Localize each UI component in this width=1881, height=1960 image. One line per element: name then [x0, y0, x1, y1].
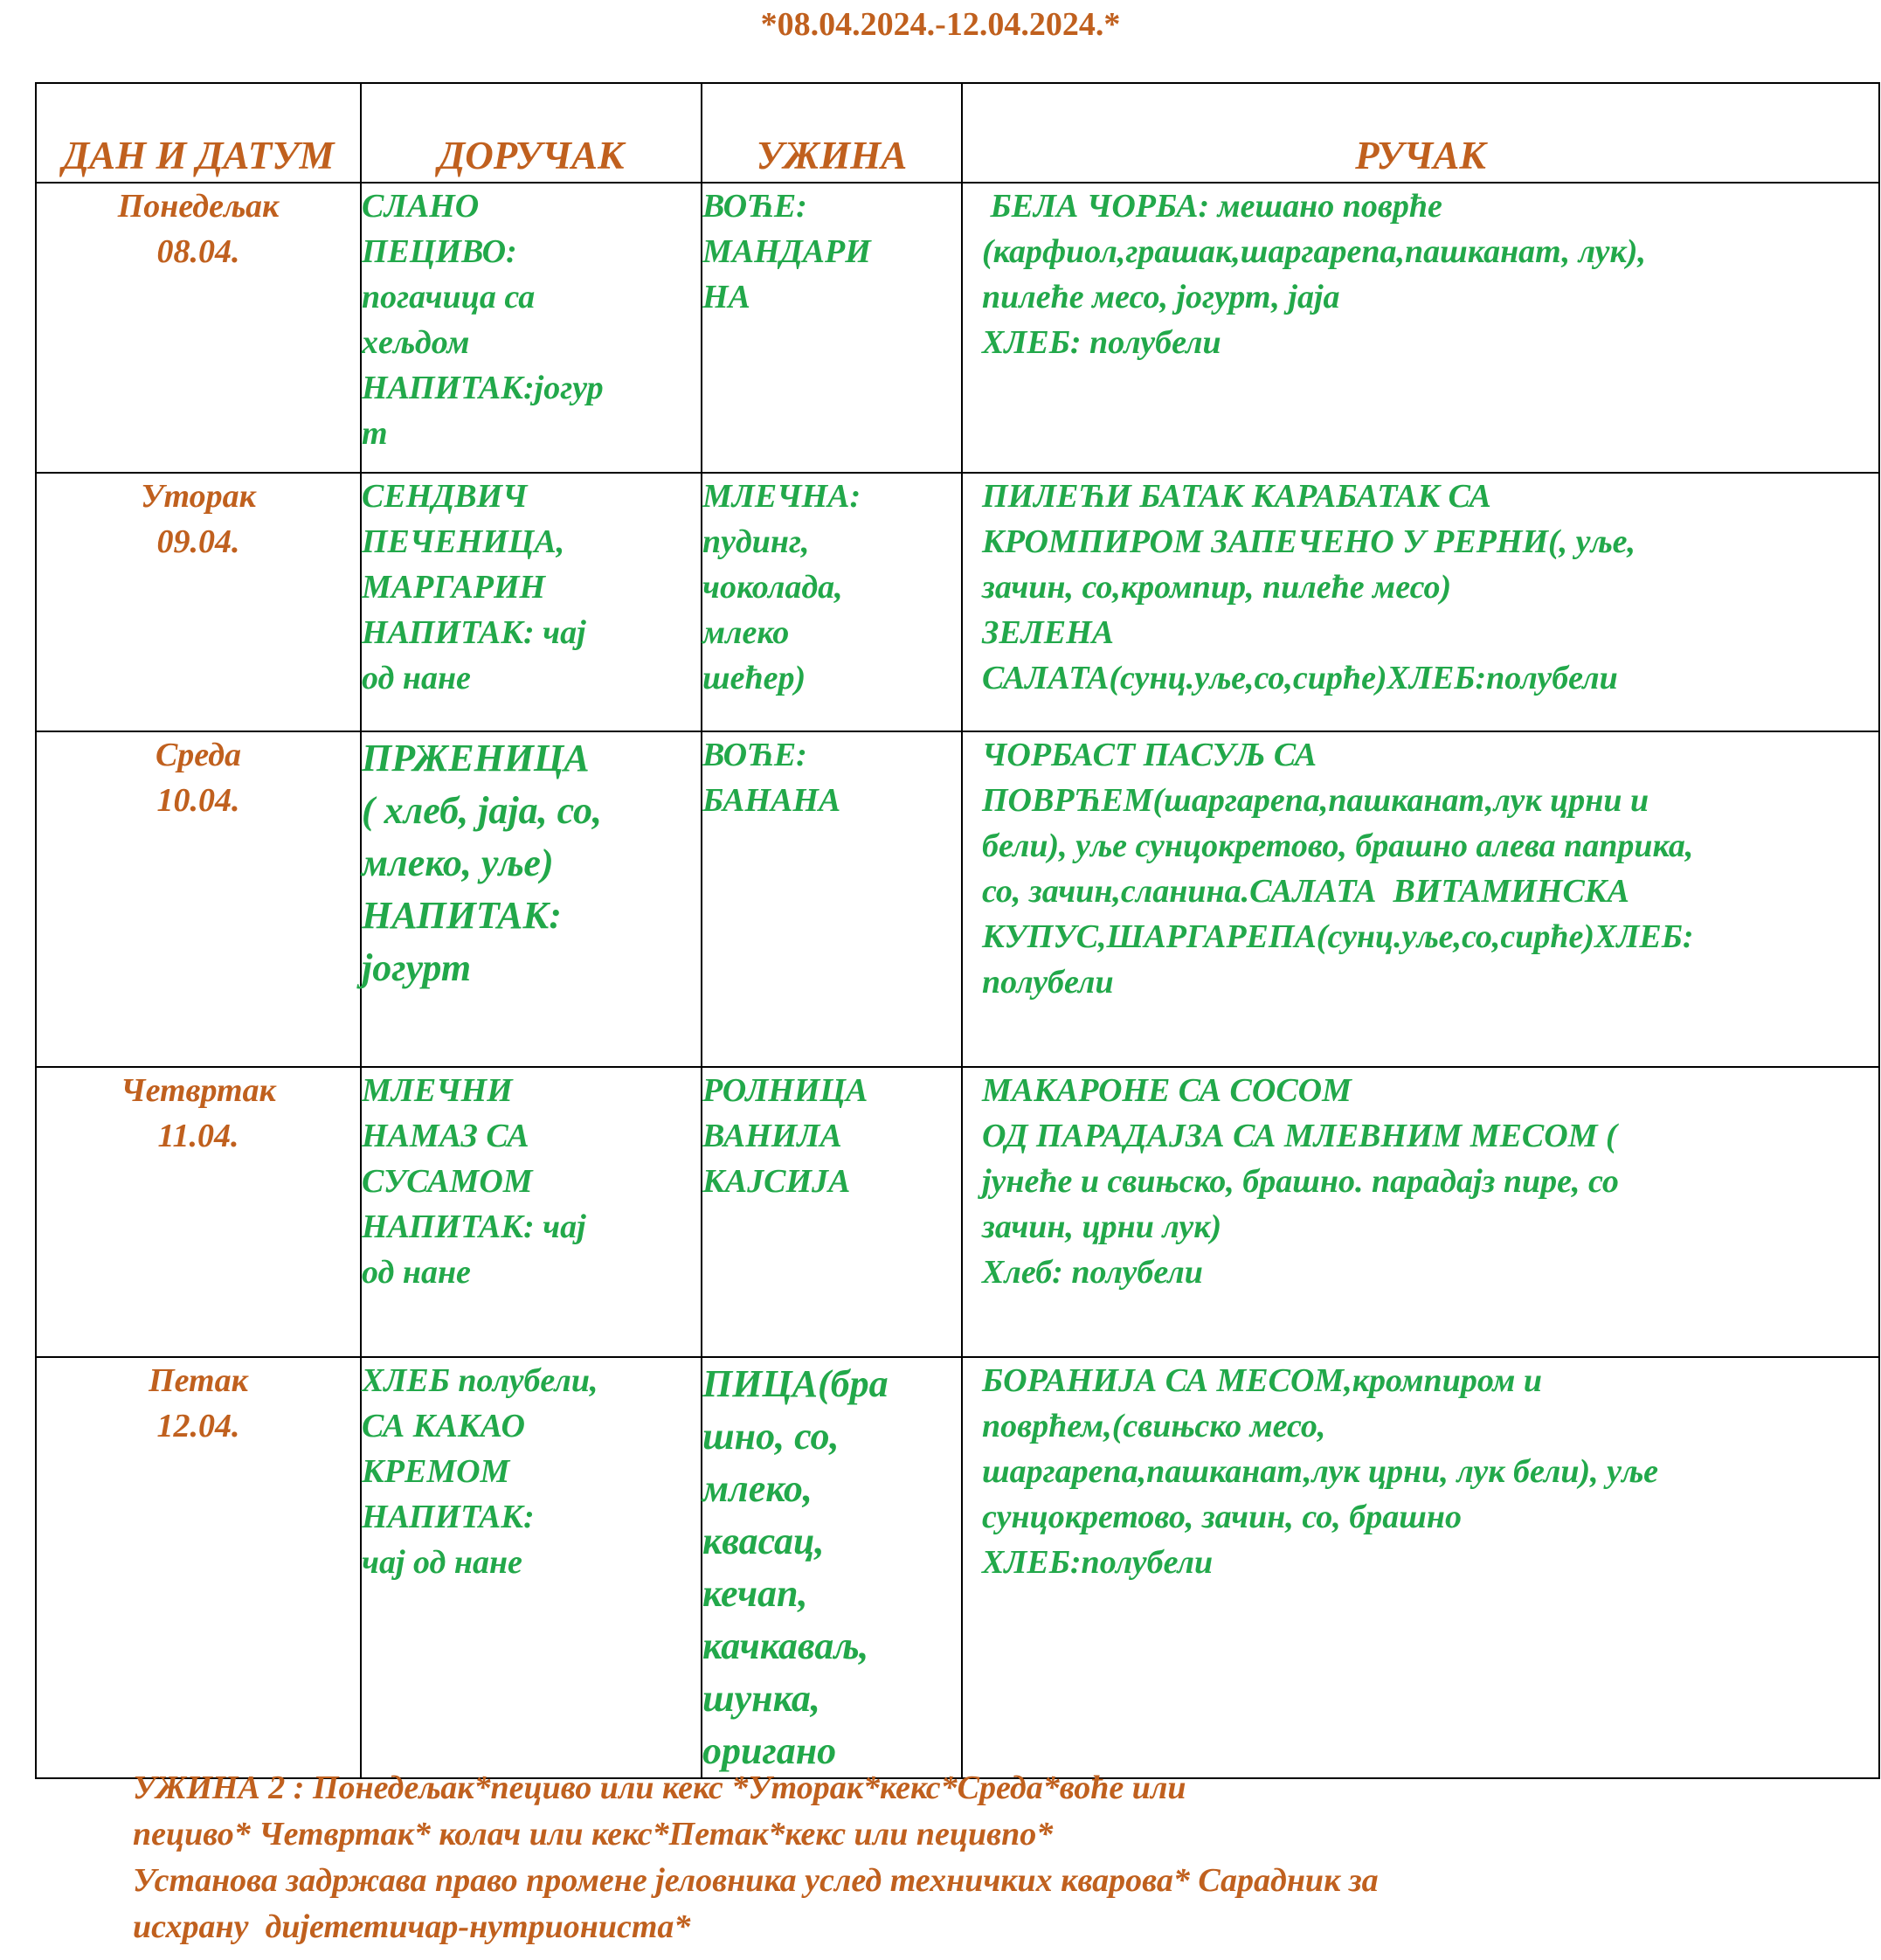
breakfast-line: СА КАКАО — [362, 1408, 525, 1444]
breakfast-line: НАПИТАК:јогур — [362, 370, 604, 406]
lunch-line: бели), уље сунцокретово, брашно алева паприка, — [982, 828, 1694, 864]
breakfast-line: НАПИТАК: — [362, 1499, 535, 1535]
day-name: Среда — [155, 737, 242, 773]
snack-line: МАНДАРИ — [702, 233, 871, 270]
snack-line: НА — [702, 279, 750, 315]
footer-line: пециво* Четвртак* колач или кекс*Петак*кекс или пецивпо* — [133, 1816, 1054, 1853]
lunch-cell — [962, 1357, 1879, 1778]
table-header-row — [36, 83, 1879, 183]
lunch-line: (карфиол,грашак,шаргарепа,пашканат, лук), — [982, 233, 1646, 270]
lunch-line: пилеће месо, јогурт, јаја — [982, 279, 1340, 315]
lunch-line: зачин, со,кромпир, пилеће месо) — [982, 569, 1452, 606]
breakfast-line: ПЕЧЕНИЦА, — [362, 523, 565, 560]
header-snack: УЖИНА — [702, 83, 962, 183]
day-name: Уторак — [141, 478, 256, 515]
day-date: 12.04. — [156, 1408, 240, 1444]
table-row — [36, 473, 1879, 731]
snack-line: чоколада, — [702, 569, 843, 606]
day-date: 08.04. — [156, 233, 240, 270]
snack-line: ВОЋЕ: — [702, 737, 807, 773]
day-name: Петак — [149, 1362, 248, 1399]
breakfast-line: МЛЕЧНИ — [362, 1072, 513, 1109]
snack-line: шно, со, — [702, 1415, 840, 1458]
lunch-line: ХЛЕБ: полубели — [982, 324, 1221, 361]
breakfast-line: ПЕЦИВО: — [362, 233, 517, 270]
breakfast-line: СУСАМОМ — [362, 1163, 533, 1200]
lunch-line: МАКАРОНЕ СА СОСОМ — [982, 1072, 1352, 1109]
lunch-line: КУПУС,ШАРГАРЕПА(сунц.уље,со,сирће)ХЛЕБ: — [982, 918, 1694, 955]
breakfast-line: т — [362, 415, 388, 452]
lunch-line: БОРАНИЈА СА МЕСОМ,кромпиром и — [982, 1362, 1543, 1399]
day-date: 11.04. — [157, 1118, 239, 1154]
day-cell — [36, 183, 361, 473]
breakfast-cell — [361, 1357, 702, 1778]
snack-cell — [702, 473, 962, 731]
snack-line: млеко — [702, 614, 790, 651]
breakfast-line: хељдом — [362, 324, 470, 361]
day-cell — [36, 1067, 361, 1357]
breakfast-line: чај од нане — [362, 1544, 522, 1581]
lunch-line: јунеће и свињско, брашно. парадајз пире, со — [982, 1163, 1619, 1200]
breakfast-line: СЛАНО — [362, 188, 480, 225]
lunch-line: зачин, црни лук) — [982, 1209, 1222, 1245]
menu-period-title: *08.04.2024.-12.04.2024.* — [760, 6, 1121, 43]
snack-cell — [702, 1357, 962, 1778]
breakfast-line: млеко, уље) — [362, 841, 554, 884]
lunch-cell — [962, 1067, 1879, 1357]
breakfast-line: ( хлеб, јаја, со, — [362, 789, 603, 832]
snack-line: МЛЕЧНА: — [702, 478, 861, 515]
lunch-line: со, зачин,сланина.САЛАТА ВИТАМИНСКА — [982, 873, 1629, 910]
footer-notes — [133, 1765, 1863, 1950]
breakfast-line: КРЕМОМ — [362, 1453, 510, 1490]
snack-line: квасац, — [702, 1520, 825, 1562]
snack-line: оригано — [702, 1729, 837, 1772]
breakfast-cell — [361, 183, 702, 473]
day-date: 10.04. — [156, 782, 240, 819]
snack-cell — [702, 1067, 962, 1357]
snack-line: кечап, — [702, 1572, 808, 1615]
footer-line: Установа задржава право промене јеловника услед техничких кварова* Сарадник за — [133, 1862, 1379, 1899]
snack-line: ВОЋЕ: — [702, 188, 807, 225]
day-cell — [36, 731, 361, 1067]
breakfast-line: НАПИТАК: чај — [362, 614, 586, 651]
snack-line: качкаваљ, — [702, 1624, 869, 1667]
breakfast-line: МАРГАРИН — [362, 569, 546, 606]
snack-line: шунка, — [702, 1677, 820, 1720]
breakfast-line: ХЛЕБ полубели, — [362, 1362, 598, 1399]
table-row — [36, 1357, 1879, 1778]
breakfast-line: НАПИТАК: — [362, 894, 562, 937]
breakfast-line: НАМАЗ СА — [362, 1118, 529, 1154]
table-row — [36, 731, 1879, 1067]
lunch-line: сунцокретово, зачин, со, брашно — [982, 1499, 1462, 1535]
breakfast-line: од нане — [362, 1254, 471, 1291]
header-day-date: ДАН И ДАТУМ — [36, 83, 361, 183]
day-cell — [36, 473, 361, 731]
day-name: Понедељак — [117, 188, 280, 225]
breakfast-cell — [361, 731, 702, 1067]
snack-line: БАНАНА — [702, 782, 841, 819]
day-date: 09.04. — [156, 523, 240, 560]
footer-line: УЖИНА 2 : Понедељак*пециво или кекс *Уторак*кекс*Среда*воће или — [133, 1770, 1186, 1806]
lunch-line: Хлеб: полубели — [982, 1254, 1203, 1291]
weekly-menu-table — [35, 82, 1880, 1779]
snack-line: ПИЦА(бра — [702, 1362, 889, 1405]
lunch-line: ХЛЕБ:полубели — [982, 1544, 1214, 1581]
header-lunch: РУЧАК — [962, 83, 1879, 183]
lunch-line: ПОВРЋЕМ(шаргарепа,пашканат,лук црни и — [982, 782, 1649, 819]
lunch-line: КРОМПИРОМ ЗАПЕЧЕНО У РЕРНИ(, уље, — [982, 523, 1636, 560]
breakfast-line: од нане — [362, 660, 471, 696]
header-breakfast: ДОРУЧАК — [361, 83, 702, 183]
lunch-line: САЛАТА(сунц.уље,со,сирће)ХЛЕБ:полубели — [982, 660, 1618, 696]
snack-line: ВАНИЛА — [702, 1118, 842, 1154]
snack-line: РОЛНИЦА — [702, 1072, 868, 1109]
breakfast-line: ПРЖЕНИЦА — [362, 737, 590, 779]
lunch-line: ОД ПАРАДАЈЗА СА МЛЕВНИМ МЕСОМ ( — [982, 1118, 1617, 1154]
breakfast-line: СЕНДВИЧ — [362, 478, 528, 515]
lunch-cell — [962, 731, 1879, 1067]
lunch-line: БЕЛА ЧОРБА: мешано поврће — [982, 188, 1442, 225]
table-row — [36, 183, 1879, 473]
lunch-line: поврћем,(свињско месо, — [982, 1408, 1326, 1444]
snack-line: шећер) — [702, 660, 806, 696]
lunch-line: полубели — [982, 964, 1114, 1001]
lunch-cell — [962, 473, 1879, 731]
breakfast-line: погачица са — [362, 279, 536, 315]
snack-cell — [702, 731, 962, 1067]
breakfast-line: јогурт — [362, 946, 472, 989]
table-row — [36, 1067, 1879, 1357]
lunch-line: ЧОРБАСТ ПАСУЉ СА — [982, 737, 1317, 773]
day-name: Четвртак — [121, 1072, 276, 1109]
breakfast-cell — [361, 473, 702, 731]
lunch-line: ПИЛЕЋИ БАТАК КАРАБАТАК СА — [982, 478, 1491, 515]
snack-cell — [702, 183, 962, 473]
breakfast-cell — [361, 1067, 702, 1357]
lunch-cell — [962, 183, 1879, 473]
lunch-line: шаргарепа,пашканат,лук црни, лук бели), уље — [982, 1453, 1658, 1490]
lunch-line: ЗЕЛЕНА — [982, 614, 1114, 651]
snack-line: пудинг, — [702, 523, 810, 560]
snack-line: КАЈСИЈА — [702, 1163, 851, 1200]
day-cell — [36, 1357, 361, 1778]
breakfast-line: НАПИТАК: чај — [362, 1209, 586, 1245]
snack-line: млеко, — [702, 1467, 813, 1510]
footer-line: исхрану дијететичар-нутриониста* — [133, 1908, 691, 1945]
